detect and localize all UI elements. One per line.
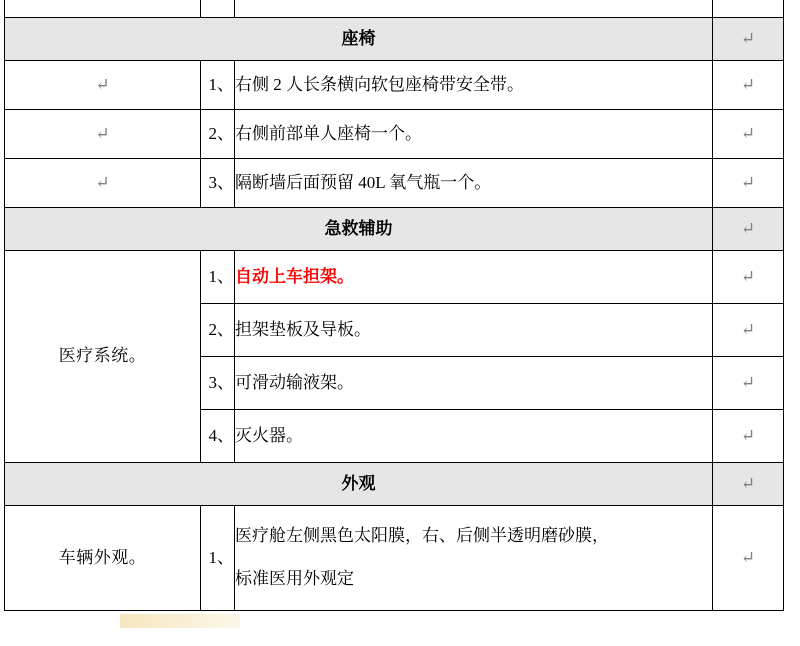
category-cell: ↵ xyxy=(5,61,201,110)
note-cell: ↵ xyxy=(713,18,784,61)
table-row xyxy=(5,251,784,304)
watermark-overlay xyxy=(120,614,240,628)
section-label: 急救辅助 xyxy=(5,208,713,251)
number-cell xyxy=(201,0,235,18)
description-cell: 右侧 2 人长条横向软包座椅带安全带。 xyxy=(235,61,713,110)
note-cell: ↵ xyxy=(713,410,784,463)
description-cell xyxy=(235,0,713,18)
note-cell: ↵ xyxy=(713,251,784,304)
category-cell xyxy=(5,0,201,18)
description-cell xyxy=(235,506,713,611)
number-cell: 2、 xyxy=(201,110,235,159)
number-cell: 3、 xyxy=(201,357,235,410)
number-cell: 1、 xyxy=(201,251,235,304)
description-cell: 灭火器。 xyxy=(235,410,713,463)
number-cell: 4、 xyxy=(201,410,235,463)
table-row xyxy=(5,110,784,159)
description-cell: 隔断墙后面预留 40L 氧气瓶一个。 xyxy=(235,159,713,208)
category-cell-vehicle-appearance: 车辆外观。 xyxy=(5,506,201,611)
specification-table xyxy=(4,0,784,611)
table-row xyxy=(5,506,784,611)
note-cell: ↵ xyxy=(713,304,784,357)
section-label: 外观 xyxy=(5,463,713,506)
table-row xyxy=(5,61,784,110)
category-cell: ↵ xyxy=(5,110,201,159)
description-line-1: 医疗舱左侧黑色太阳膜，右、后侧半透明磨砂膜， xyxy=(235,526,609,546)
section-label: 座椅 xyxy=(5,18,713,61)
note-cell: ↵ xyxy=(713,357,784,410)
description-cell: 右侧前部单人座椅一个。 xyxy=(235,110,713,159)
description-cell: 自动上车担架。 xyxy=(235,251,713,304)
note-cell: ↵ xyxy=(713,208,784,251)
note-cell: ↵ xyxy=(713,61,784,110)
section-row-first-aid xyxy=(5,208,784,251)
number-cell: 1、 xyxy=(201,61,235,110)
note-cell: ↵ xyxy=(713,159,784,208)
section-row-seats xyxy=(5,18,784,61)
section-row-appearance xyxy=(5,463,784,506)
note-cell: ↵ xyxy=(713,506,784,611)
description-cell: 担架垫板及导板。 xyxy=(235,304,713,357)
note-cell: ↵ xyxy=(713,110,784,159)
number-cell: 3、 xyxy=(201,159,235,208)
note-cell: ↵ xyxy=(713,463,784,506)
table-row xyxy=(5,0,784,18)
description-cell: 可滑动输液架。 xyxy=(235,357,713,410)
category-cell: ↵ xyxy=(5,159,201,208)
number-cell: 2、 xyxy=(201,304,235,357)
category-cell-medical-system: 医疗系统。 xyxy=(5,251,201,463)
table-row xyxy=(5,159,784,208)
number-cell: 1、 xyxy=(201,506,235,611)
note-cell xyxy=(713,0,784,18)
description-line-2: 标准医用外观定 xyxy=(235,569,354,588)
